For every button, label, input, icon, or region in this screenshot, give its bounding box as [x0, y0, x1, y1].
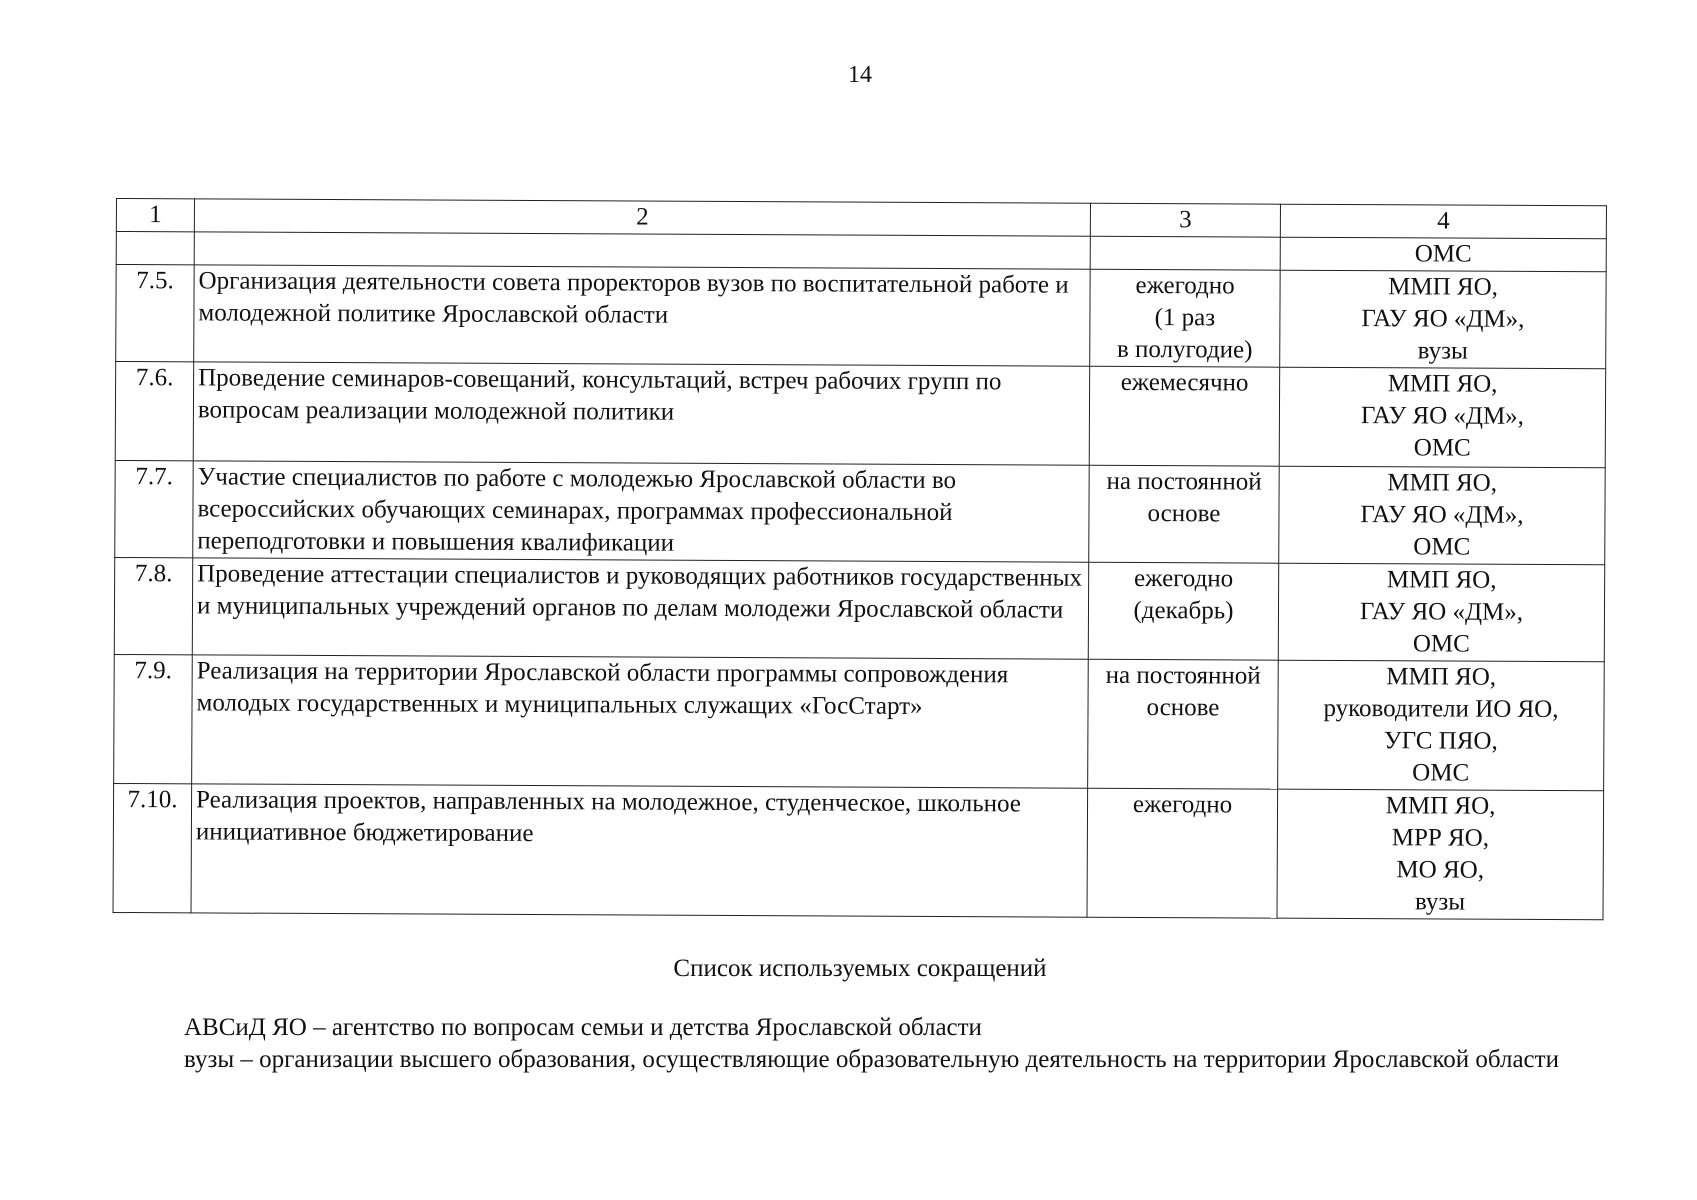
row-responsible: ММП ЯО, МРР ЯО, МО ЯО, вузы: [1277, 789, 1604, 920]
row-number: [116, 232, 194, 265]
header-cell: 1: [116, 199, 194, 232]
row-description: Проведение семинаров-совещаний, консультаций, встреч рабочих групп по вопросам реализации молодежной политики: [193, 362, 1089, 465]
abbreviations-title: Список используемых сокращений: [673, 955, 1047, 982]
table-row: [115, 460, 1605, 564]
abbreviation-item: вузы – организации высшего образования, осуществляющие образовательную деятельность на территории Ярославской области: [184, 1046, 1559, 1073]
row-number: 7.5.: [116, 265, 194, 362]
row-number: 7.6.: [115, 362, 193, 461]
row-term: ежегодно (1 раз в полугодие): [1090, 269, 1280, 367]
header-cell: 3: [1090, 203, 1280, 237]
row-description: Проведение аттестации специалистов и руководящих работников государственных и муниципальных учреждений органов по делам молодежи Ярославской области: [192, 558, 1088, 659]
row-term: ежемесячно: [1089, 366, 1279, 466]
abbreviations-list: [110, 1012, 1598, 1076]
table-row: [115, 362, 1605, 468]
row-responsible: ММП ЯО, руководители ИО ЯО, УГС ПЯО, ОМС: [1278, 660, 1605, 791]
table-row: [116, 265, 1606, 369]
abbreviation-item: АВСиД ЯО – агентство по вопросам семьи и детства Ярославской области: [184, 1014, 982, 1041]
page-number: 14: [848, 62, 872, 88]
row-description: [194, 232, 1090, 269]
row-responsible: ММП ЯО, ГАУ ЯО «ДМ», вузы: [1280, 270, 1606, 369]
row-term: на постоянной основе: [1088, 659, 1279, 789]
row-responsible: ММП ЯО, ГАУ ЯО «ДМ», ОМС: [1279, 466, 1605, 565]
row-number: 7.8.: [114, 557, 192, 654]
activities-table: [113, 198, 1607, 920]
row-description: Участие специалистов по работе с молодежью Ярославской области во всероссийских обучающих семинарах, программах профессиональной переподготовки и повышения квалификации: [193, 461, 1089, 562]
row-term: [1090, 236, 1280, 270]
row-description: Реализация на территории Ярославской области программы сопровождения молодых государственных и муниципальных служащих «ГосСтарт»: [192, 655, 1089, 788]
row-description: Реализация проектов, направленных на молодежное, студенческое, школьное инициативное бюджетирование: [191, 784, 1088, 917]
row-description: Организация деятельности совета проректоров вузов по воспитательной работе и молодежной политике Ярославской области: [194, 265, 1090, 366]
row-responsible: ОМС: [1280, 237, 1606, 272]
row-responsible: ММП ЯО, ГАУ ЯО «ДМ», ОМС: [1279, 367, 1605, 468]
table-row: [113, 783, 1604, 919]
row-term: ежегодно (декабрь): [1088, 562, 1278, 660]
header-cell: 2: [194, 199, 1090, 236]
header-cell: 4: [1280, 204, 1606, 239]
row-term: ежегодно: [1087, 788, 1278, 918]
row-number: 7.9.: [114, 654, 193, 783]
row-number: 7.10.: [113, 783, 192, 912]
row-number: 7.7.: [115, 460, 193, 557]
row-responsible: ММП ЯО, ГАУ ЯО «ДМ», ОМС: [1278, 563, 1604, 662]
table-row: [114, 654, 1605, 790]
table-row: [114, 557, 1604, 661]
row-term: на постоянной основе: [1089, 465, 1279, 563]
